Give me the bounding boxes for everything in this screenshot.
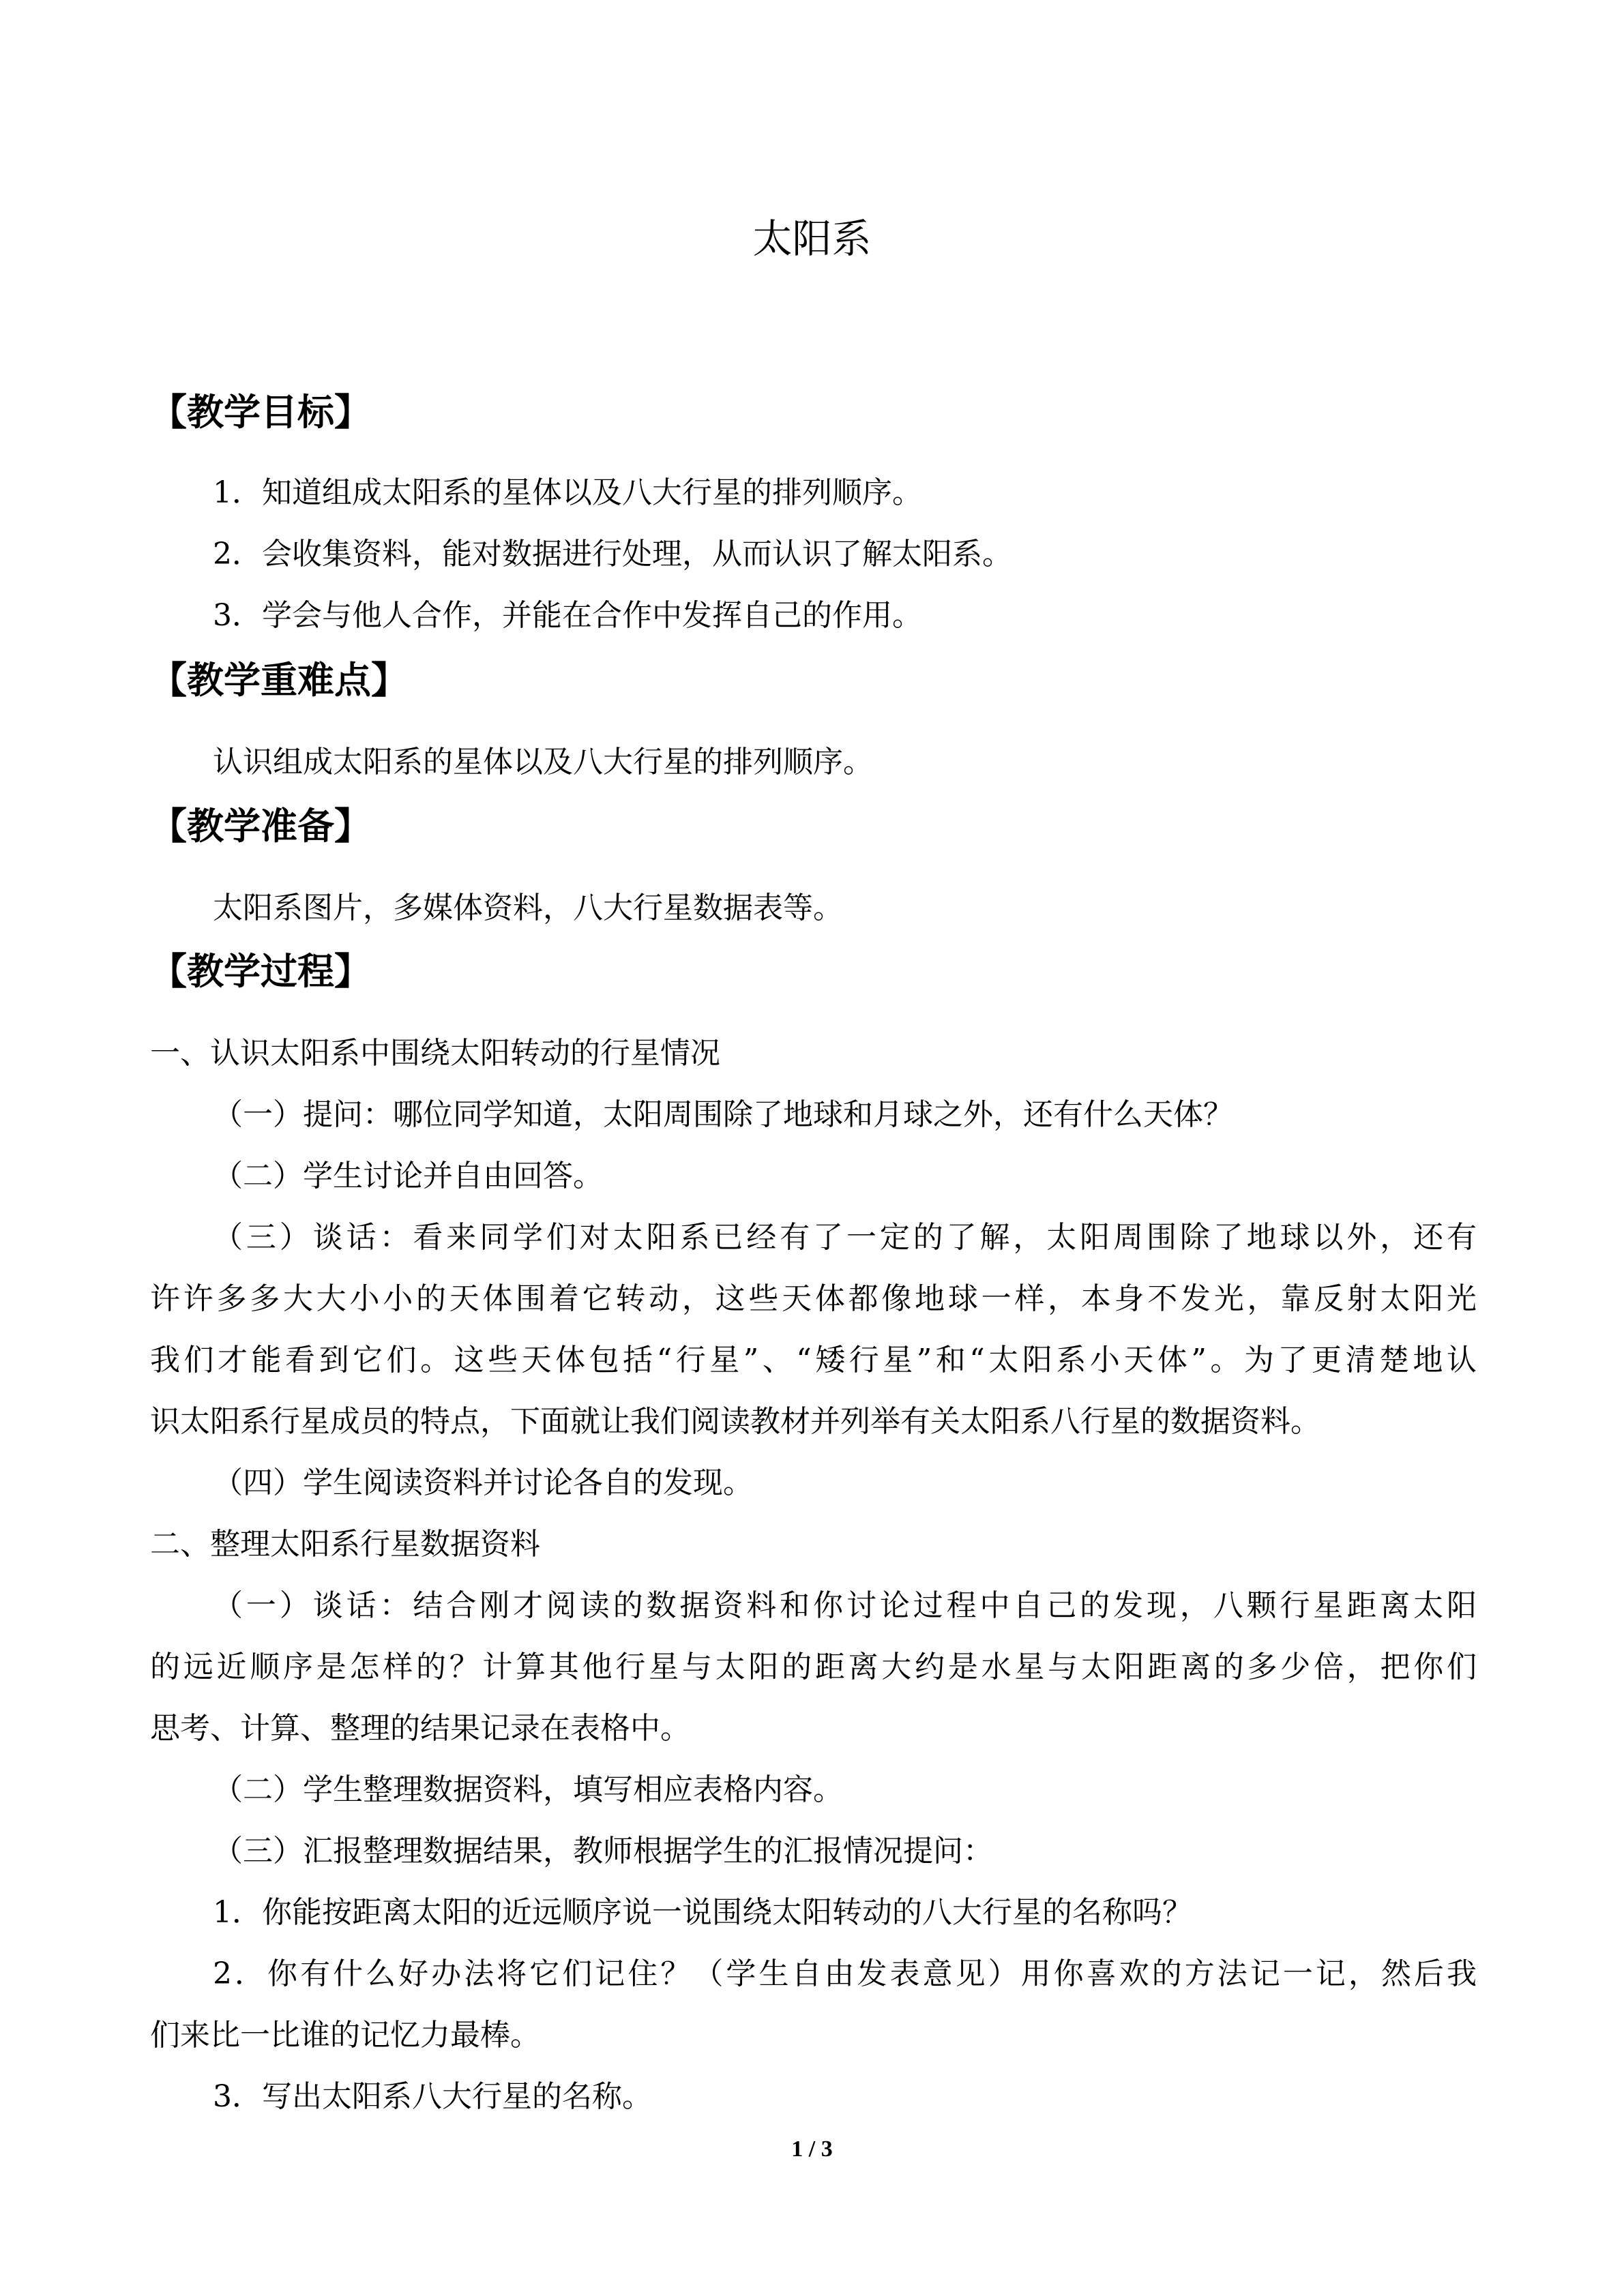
section-1-title: 一、认识太阳系中围绕太阳转动的行星情况 [150,1036,720,1071]
page-number: 1 / 3 [791,2136,833,2162]
heading-key-points: 【教学重难点】 [150,659,408,702]
heading-preparation: 【教学准备】 [150,805,371,848]
section-2-paragraph-1-line-3: 思考、计算、整理的结果记录在表格中。 [150,1711,690,1746]
section-1-paragraph-3-line-1: （三）谈话：看来同学们对太阳系已经有了一定的了解，太阳周围除了地球以外，还有 [213,1220,1477,1255]
heading-objectives: 【教学目标】 [150,391,371,434]
section-1-paragraph-3-line-3: 我们才能看到它们。这些天体包括“行星”、“矮行星”和“太阳系小天体”。为了更清楚地认 [150,1343,1477,1377]
question-1: 1．你能按距离太阳的近远顺序说一说围绕太阳转动的八大行星的名称吗？ [213,1895,1192,1930]
question-2-line-1: 2．你有什么好办法将它们记住？（学生自由发表意见）用你喜欢的方法记一记，然后我 [213,1956,1477,1991]
objective-2: 2．会收集资料，能对数据进行处理，从而认识了解太阳系。 [213,537,1012,571]
section-1-paragraph-4: （四）学生阅读资料并讨论各自的发现。 [213,1465,753,1500]
document-title: 太阳系 [752,215,872,262]
section-2-paragraph-1-line-2: 的远近顺序是怎样的？计算其他行星与太阳的距离大约是水星与太阳距离的多少倍，把你们 [150,1650,1477,1684]
section-2-paragraph-2: （二）学生整理数据资料，填写相应表格内容。 [213,1772,843,1807]
section-2-paragraph-1-line-1: （一）谈话：结合刚才阅读的数据资料和你讨论过程中自己的发现，八颗行星距离太阳 [213,1588,1477,1623]
question-2-line-2: 们来比一比谁的记忆力最棒。 [150,2018,540,2053]
section-1-paragraph-3-line-4: 识太阳系行星成员的特点，下面就让我们阅读教材并列举有关太阳系八行星的数据资料。 [150,1404,1320,1439]
section-1-paragraph-3-line-2: 许许多多大大小小的天体围着它转动，这些天体都像地球一样，本身不发光，靠反射太阳光 [150,1281,1477,1316]
section-2-title: 二、整理太阳系行星数据资料 [150,1527,540,1562]
question-3: 3．写出太阳系八大行星的名称。 [213,2079,652,2114]
section-2-paragraph-3: （三）汇报整理数据结果，教师根据学生的汇报情况提问： [213,1834,993,1868]
objective-1: 1．知道组成太阳系的星体以及八大行星的排列顺序。 [213,475,922,510]
heading-process: 【教学过程】 [150,950,371,993]
key-points-text: 认识组成太阳系的星体以及八大行星的排列顺序。 [213,745,873,779]
preparation-text: 太阳系图片，多媒体资料，八大行星数据表等。 [213,891,843,925]
objective-3: 3．学会与他人合作，并能在合作中发挥自己的作用。 [213,598,922,633]
section-1-paragraph-2: （二）学生讨论并自由回答。 [213,1159,603,1193]
section-1-paragraph-1: （一）提问：哪位同学知道，太阳周围除了地球和月球之外，还有什么天体？ [213,1097,1233,1132]
